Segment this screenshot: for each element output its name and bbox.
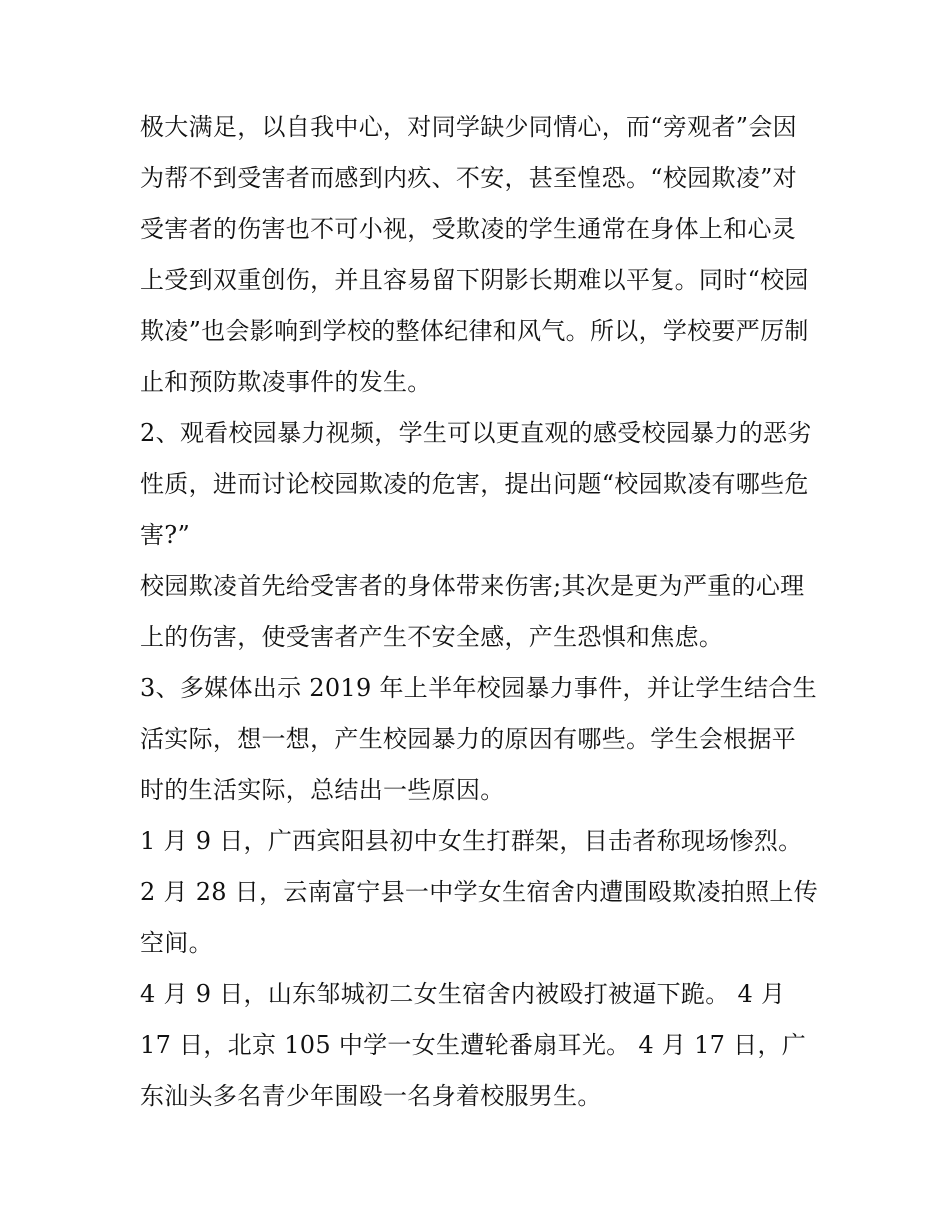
paragraph-event-feb-28: 2 月 28 日，云南富宁县一中学女生宿舍内遭围殴欺凌拍照上传空间。	[140, 878, 818, 957]
paragraph-events-april: 4 月 9 日，山东邹城初二女生宿舍内被殴打被逼下跪。 4 月 17 日，北京 105 中学一女生遭轮番扇耳光。 4 月 17 日，广东汕头多名青少年围殴一名身着校服男生。	[140, 980, 807, 1110]
paragraph-multimedia-events: 3、多媒体出示 2019 年上半年校园暴力事件，并让学生结合生活实际，想一想，产生校园暴力的原因有哪些。学生会根据平时的生活实际，总结出一些原因。	[140, 674, 817, 804]
paragraph-video-discussion: 2、观看校园暴力视频，学生可以更直观的感受校园暴力的恶劣性质，进而讨论校园欺凌的危害，提出问题“校园欺凌有哪些危害?”	[140, 419, 812, 549]
paragraph-bullying-effects: 极大满足，以自我中心，对同学缺少同情心，而“旁观者”会因为帮不到受害者而感到内疚、不安，甚至惶恐。“校园欺凌”对受害者的伤害也不可小视，受欺凌的学生通常在身体上和心灵上受到双重创伤，并且容易留下阴影长期难以平复。同时“校园欺凌”也会影响到学校的整体纪律和风气。所以，学校要严厉制止和预防欺凌事件的发生。	[140, 113, 809, 396]
document-body	[140, 102, 820, 1122]
paragraph-event-jan-9: 1 月 9 日，广西宾阳县初中女生打群架，目击者称现场惨烈。	[140, 827, 803, 855]
paragraph-harm-answer: 校园欺凌首先给受害者的身体带来伤害;其次是更为严重的心理上的伤害，使受害者产生不安全感，产生恐惧和焦虑。	[140, 572, 805, 651]
